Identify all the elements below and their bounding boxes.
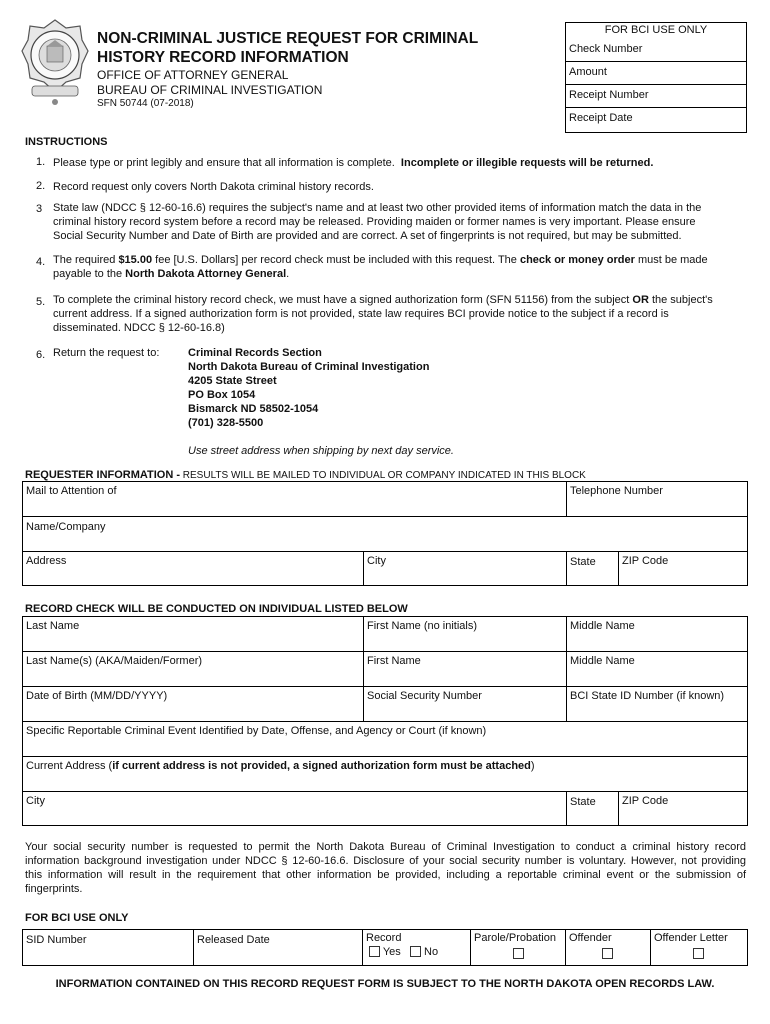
telephone-field[interactable]: Telephone Number [570, 485, 663, 497]
instruction-6-label: Return the request to: [53, 347, 160, 359]
instruction-number: 5. [36, 296, 46, 308]
subject-zip-field[interactable]: ZIP Code [622, 795, 669, 807]
released-date-field[interactable]: Released Date [197, 934, 270, 946]
shipping-note: Use street address when shipping by next day service. [188, 445, 454, 457]
offender-label: Offender [569, 932, 612, 944]
form-number: SFN 50744 (07-2018) [97, 98, 194, 109]
bureau-name: BUREAU OF CRIMINAL INVESTIGATION [97, 83, 323, 97]
offender-letter-label: Offender Letter [654, 932, 728, 944]
first-name-field[interactable]: First Name (no initials) [367, 620, 478, 632]
instruction-number: 1. [36, 156, 46, 168]
receipt-number-field[interactable]: Receipt Number [569, 89, 649, 101]
seal-logo [20, 16, 90, 108]
record-no-checkbox[interactable] [410, 946, 421, 957]
requester-zip-field[interactable]: ZIP Code [622, 555, 669, 567]
name-company-field[interactable]: Name/Company [26, 521, 106, 533]
instruction-4: The required $15.00 fee [U.S. Dollars] per record check must be included with this request. The check or money order must be made payable to the North Dakota Attorney General. [53, 254, 708, 280]
offender-letter-checkbox[interactable] [693, 948, 704, 959]
form-title-line2: HISTORY RECORD INFORMATION [97, 49, 349, 66]
return-address: Criminal Records Section North Dakota Bureau of Criminal Investigation 4205 State Street PO Box 1054 Bismarck ND 58502-1054 (701) 328-5500 [188, 347, 430, 429]
subject-state-field[interactable]: State [570, 796, 596, 808]
bci-state-id-field[interactable]: BCI State ID Number (if known) [570, 690, 725, 702]
instructions-heading: INSTRUCTIONS [25, 136, 108, 148]
ssn-notice: Your social security number is requested to permit the North Dakota Bureau of Criminal Investigation to conduct a criminal history record information background investigation under NDCC § 12-60-16.6. Disclosure of your social security number is voluntary. However, not providing this information will result in the requirement that other information be provided, including a reportable criminal event or the submission of fingerprints. [25, 841, 746, 895]
requester-city-field[interactable]: City [367, 555, 386, 567]
aka-first-name-field[interactable]: First Name [367, 655, 421, 667]
instruction-number: 2. [36, 180, 46, 192]
requester-heading: REQUESTER INFORMATION - RESULTS WILL BE MAILED TO INDIVIDUAL OR COMPANY INDICATED IN THIS BLOCK [25, 469, 586, 481]
record-label: Record [366, 932, 402, 944]
check-number-field[interactable]: Check Number [569, 43, 643, 55]
record-options: Yes No [369, 946, 438, 958]
instruction-5: To complete the criminal history record check, we must have a signed authorization form (SFN 51156) from the subject OR the subject's current address. If a signed authorization form is not provided, state law requires BCI provide notice to the subject if a record is disseminated. NDCC § 12-60-16.8) [53, 294, 713, 334]
ssn-field[interactable]: Social Security Number [367, 690, 482, 702]
offender-checkbox[interactable] [602, 948, 613, 959]
bci-footer-heading: FOR BCI USE ONLY [25, 912, 129, 924]
instruction-number: 3 [36, 203, 43, 215]
instruction-3: State law (NDCC § 12-60-16.6) requires the subject's name and at least two other provided items of information match the data in the criminal history record system before a record may be released. Providing maiden or former names is very important. Please ensure Social Security Number and Date of Birth are provided and are correct. A set of fingerprints is not required, but may be submitted. [53, 202, 702, 242]
form-title-line1: NON-CRIMINAL JUSTICE REQUEST FOR CRIMINAL [97, 30, 479, 47]
middle-name-field[interactable]: Middle Name [570, 620, 635, 632]
parole-probation-label: Parole/Probation [474, 932, 556, 944]
requester-address-field[interactable]: Address [26, 555, 67, 567]
open-records-notice: INFORMATION CONTAINED ON THIS RECORD REQUEST FORM IS SUBJECT TO THE NORTH DAKOTA OPEN RECORDS LAW. [55, 978, 715, 990]
record-check-heading: RECORD CHECK WILL BE CONDUCTED ON INDIVIDUAL LISTED BELOW [25, 603, 408, 615]
instruction-2: Record request only covers North Dakota criminal history records. [53, 181, 374, 193]
last-name-field[interactable]: Last Name [26, 620, 80, 632]
instruction-number: 6. [36, 349, 46, 361]
office-name: OFFICE OF ATTORNEY GENERAL [97, 68, 289, 82]
aka-last-name-field[interactable]: Last Name(s) (AKA/Maiden/Former) [26, 655, 203, 667]
bci-box-heading: FOR BCI USE ONLY [604, 24, 708, 36]
criminal-event-field[interactable]: Specific Reportable Criminal Event Identified by Date, Offense, and Agency or Court (if known) [26, 725, 487, 737]
parole-probation-checkbox[interactable] [513, 948, 524, 959]
current-address-field[interactable]: Current Address (if current address is not provided, a signed authorization form must be attached) [26, 760, 535, 772]
subject-city-field[interactable]: City [26, 795, 45, 807]
instruction-1: Please type or print legibly and ensure that all information is complete. Incomplete or illegible requests will be returned. [53, 157, 654, 169]
dob-field[interactable]: Date of Birth (MM/DD/YYYY) [26, 690, 168, 702]
requester-state-field[interactable]: State [570, 556, 596, 568]
record-yes-checkbox[interactable] [369, 946, 380, 957]
aka-middle-name-field[interactable]: Middle Name [570, 655, 635, 667]
instruction-number: 4. [36, 256, 46, 268]
receipt-date-field[interactable]: Receipt Date [569, 112, 633, 124]
sid-number-field[interactable]: SID Number [26, 934, 87, 946]
mail-to-attention-field[interactable]: Mail to Attention of [26, 485, 117, 497]
amount-field[interactable]: Amount [569, 66, 607, 78]
